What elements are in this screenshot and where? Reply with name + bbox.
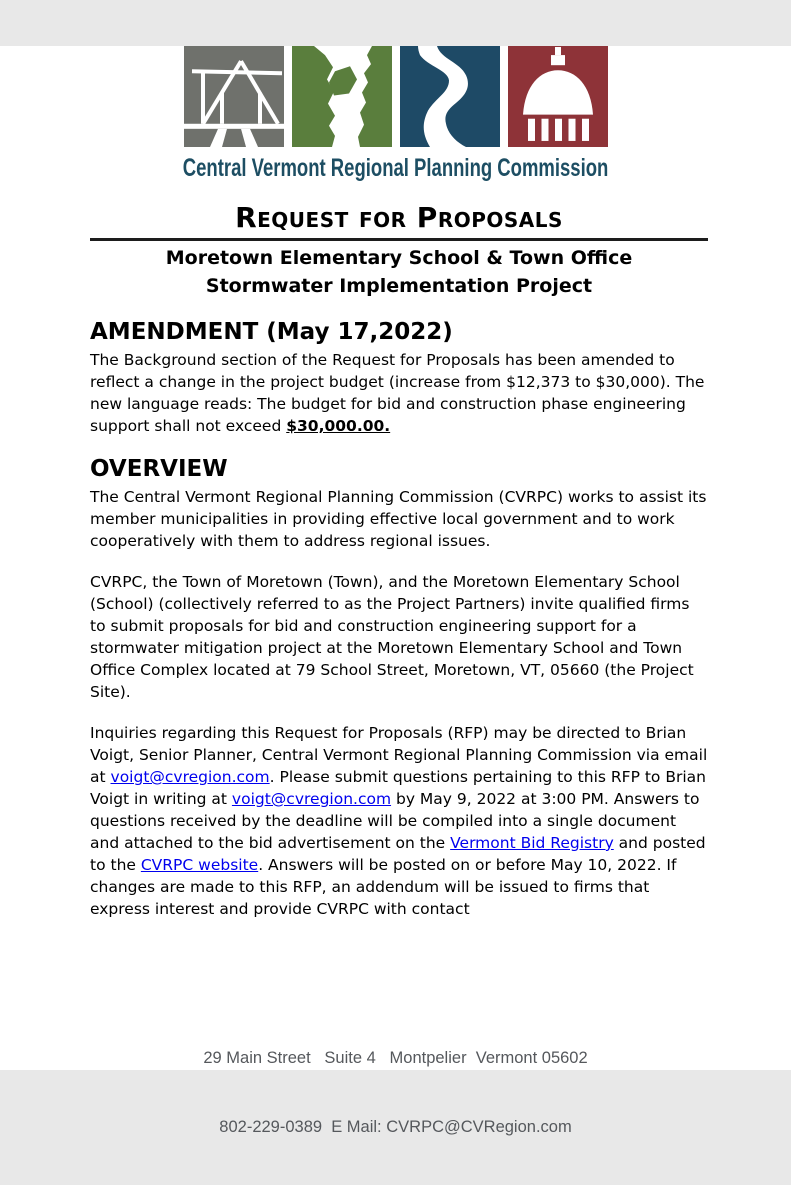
covered-bridge-icon: [184, 46, 284, 147]
text-run: Inquiries regarding this Request for Proposals (RFP) may be directed to Brian Voigt, Senior Planner, Central Vermont Regional Planning Commission via email at: [90, 724, 708, 786]
cvrpc-website-link[interactable]: CVRPC website: [140, 856, 259, 874]
winding-road-icon: [400, 46, 500, 147]
subtitle-line-1: Moretown Elementary School & Town Office: [165, 247, 633, 269]
text-run: by May 9, 2022 at 3:00 PM. Answers to questions received by the deadline will be compiled into a single document and attached to the bid advertisement on the: [90, 790, 700, 852]
title-divider: [90, 238, 708, 241]
overview-paragraph-1: [90, 486, 708, 552]
amendment-section: [90, 319, 708, 437]
org-name: Central Vermont Regional Planning Commission: [182, 154, 609, 182]
amendment-paragraph: [90, 349, 708, 437]
amendment-heading: AMENDMENT (May 17,2022): [90, 319, 453, 345]
rfp-document-page: [0, 46, 791, 1136]
text-run: The Central Vermont Regional Planning Commission (CVRPC) works to assist its member municipalities in providing effective local government and to work cooperatively with them to address regional issues.: [90, 488, 707, 550]
cvrpc-logo: [184, 46, 608, 147]
page-footer: [0, 1001, 791, 1185]
text-run: CVRPC, the Town of Moretown (Town), and the Moretown Elementary School (School) (collectively referred to as the Project Partners) invite qualified firms to submit proposals for bid and construction engineering support for a stormwater mitigation project at the Moretown Elementary School and Town Office Complex located at 79 School Street, Moretown, VT, 05660 (the Project Site).: [90, 573, 694, 701]
vermont-map-icon: [292, 46, 392, 147]
overview-paragraph-2: [90, 571, 708, 703]
text-run: . Please submit questions pertaining to this RFP to Brian Voigt in writing at: [90, 768, 706, 808]
footer-address: 29 Main Street Suite 4 Montpelier Vermont 05602: [203, 1049, 588, 1067]
overview-section: [90, 456, 708, 920]
capitol-dome-icon: [508, 46, 608, 147]
overview-heading: OVERVIEW: [90, 456, 228, 482]
vermont-bid-registry-link[interactable]: Vermont Bid Registry: [450, 834, 614, 852]
document-body: [90, 201, 708, 920]
text-run: The Background section of the Request for Proposals has been amended to reflect a change in the project budget (increase from $12,373 to $30,000). The new language reads: The budget for bid and construction phase engineering support shall not exceed: [90, 351, 705, 435]
email-link[interactable]: voigt@cvregion.com: [110, 768, 270, 786]
page-title: Request for Proposals: [235, 201, 563, 234]
subtitle-line-2: Stormwater Implementation Project: [205, 275, 593, 297]
footer-contact: 802-229-0389 E Mail: CVRPC@CVRegion.com: [219, 1118, 572, 1136]
text-run: and posted to the: [90, 834, 706, 874]
amended-budget-amount: $30,000.00.: [286, 417, 391, 435]
overview-paragraph-3: [90, 722, 708, 920]
text-run: . Answers will be posted on or before May 10, 2022. If changes are made to this RFP, an addendum will be issued to firms that express interest and provide CVRPC with contact: [90, 856, 677, 918]
email-link[interactable]: voigt@cvregion.com: [231, 790, 392, 808]
